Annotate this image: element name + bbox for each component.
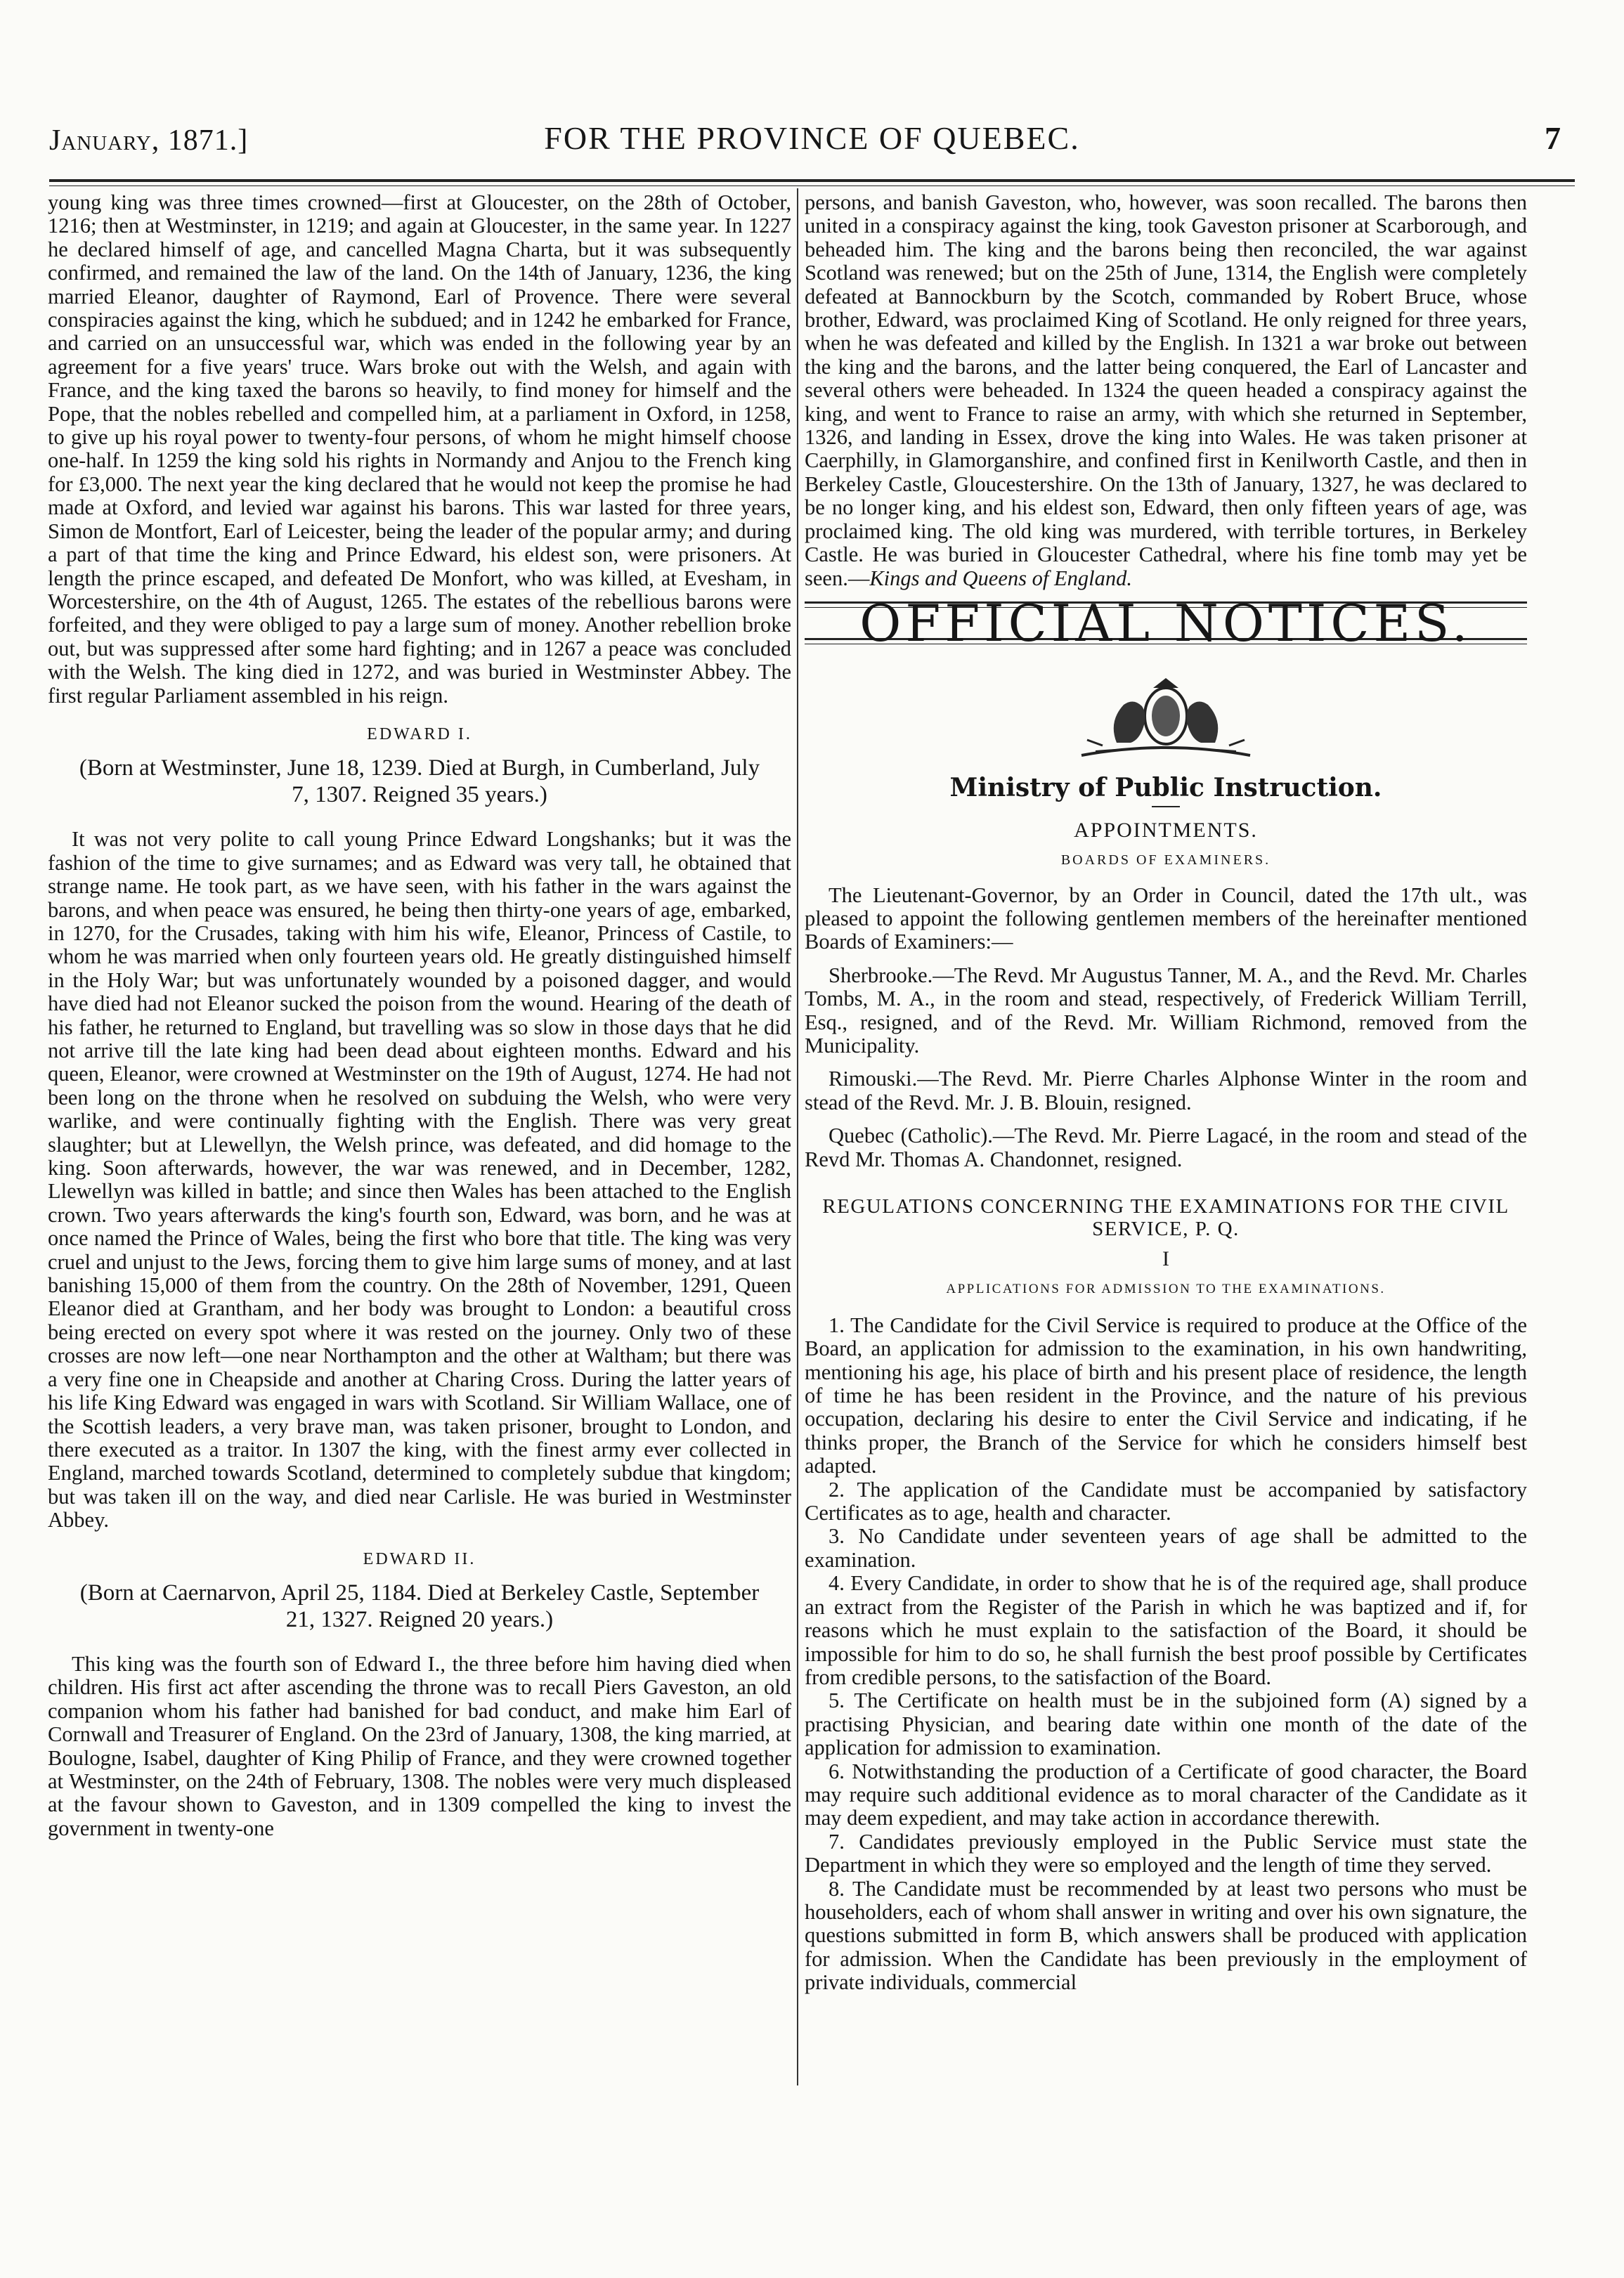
edward-i-born: (Born at Westminster, June 18, 1239. Died at Burgh, in Cumberland, July 7, 1307. Reigned 35 years.) — [79, 755, 760, 808]
sherbrooke-appointment: Sherbrooke.—The Revd. Mr Augustus Tanner, M. A., and the Revd. Mr. Charles Tombs, M. A., in the room and stead, respectively, of Frederick William Terrill, Esq., resigned, and of the Revd. Mr. William Richmond, removed from the Municipality. — [805, 963, 1527, 1057]
section-numeral: I — [1162, 1247, 1169, 1270]
left-column — [48, 191, 791, 1840]
edward-i-heading: EDWARD I. — [367, 724, 472, 743]
right-column — [805, 191, 1527, 1995]
page-header — [49, 119, 1575, 169]
source-citation: Kings and Queens of England. — [869, 566, 1132, 590]
boards-heading: BOARDS OF EXAMINERS. — [1060, 852, 1271, 868]
edward-ii-born: (Born at Caernarvon, April 25, 1184. Died at Berkeley Castle, September 21, 1327. Reigned 20 years.) — [79, 1580, 760, 1632]
edward-ii-paragraph: This king was the fourth son of Edward I., the three before him having died when children. His first act after ascending the throne was to recall Piers Gaveston, an old companion whom his father had banished for bad conduct, and make him Earl of Cornwall and Treasurer of England. On the 23rd of January, 1308, the king married, at Boulogne, Isabel, daughter of King Philip of France, and they were crowned together at Westminster, on the 24th of February, 1308. The nobles were very much displeased at the favour shown to Gaveston, and in 1309 compelled the king to invest the government in twenty-one — [48, 1651, 791, 1840]
ministry-heading: Ministry of Public Instruction. — [949, 773, 1382, 803]
header-date: January, 1871.] — [49, 124, 249, 157]
edward-i-paragraph: It was not very polite to call young Prince Edward Longshanks; but it was the fashion of the time to give surnames; and as Edward was very tall, he obtained that strange name. He took part, as we have seen, with his father in the wars against the barons, and when peace was ensured, he being then thirty-one years of age, embarked, in 1270, for the Crusades, taking with him his wife, Eleanor, Princess of Castile, to whom he was married when only fourteen years old. He greatly distinguished himself in the Holy War; but was unfortunately wounded by a poisoned dagger, and would have died had not Eleanor sucked the poison from the wound. Hearing of the death of his father, he returned to England, but travelling was so slow in those days that he did not arrive till the late king had been dead about eighteen months. Edward and his queen, Eleanor, were crowned at Westminster on the 19th of August, 1274. He had not been long on the throne when he resolved on subduing the Welsh, who were very warlike, and were continually fighting with the English. There was very great slaughter; but at Llewellyn, the Welsh prince, was defeated, and did homage to the king. Soon afterwards, however, the war was renewed, and in December, 1282, Llewellyn was killed in battle; and since then Wales has been attached to the English crown. Two years afterwards the king's fourth son, Edward, was born, and he was at once named the Prince of Wales, being the first who bore that title. The king was very cruel and unjust to the Jews, forcing them to give him large sums of money, and at last banishing 15,000 of them from the country. On the 28th of November, 1291, Queen Eleanor died at Grantham, and her body was brought to London: a beautiful cross being erected on every spot where it was rested on the journey. Only two of these crosses are now left—one near Northampton and the other at Waltham; but there was a very fine one in Cheapside and another at Charing Cross. During the latter years of his life King Edward was engaged in wars with Scotland. Sir William Wallace, one of the Scottish leaders, a very brave man, was taken prisoner, brought to London, and there executed as a traitor. In 1307 the king, with the finest army ever collected in England, marched towards Scotland, determined to completely subdue that kingdom; but was taken ill on the way, and died near Carlisle. He was buried in Westminster Abbey. — [48, 827, 791, 1532]
rule-4: 4. Every Candidate, in order to show that he is of the required age, shall produce an extract from the Register of the Parish in which he was baptized and if, for reasons which he must explain to the satisfaction of the Board, it should be impossible for him to do so, he shall furnish the best proof possible by Certificates from credible persons, to the satisfaction of the Board. — [805, 1571, 1527, 1689]
appointments-heading: APPOINTMENTS. — [1074, 818, 1258, 842]
regulations-heading: REGULATIONS CONCERNING THE EXAMINATIONS FOR THE CIVIL SERVICE, P. Q. — [822, 1195, 1509, 1240]
rule-3: 3. No Candidate under seventeen years of age shall be admitted to the examination. — [805, 1524, 1527, 1572]
edward-ii-heading: EDWARD II. — [363, 1549, 476, 1568]
rule-8: 8. The Candidate must be recommended by at least two persons who must be householders, each of whom shall answer in writing and over his own signature, the questions submitted in form B, which answers shall be produced with application for admission. When the Candidate has been previously in the employment of private individuals, commercial — [805, 1876, 1527, 1995]
rimouski-appointment: Rimouski.—The Revd. Mr. Pierre Charles Alphonse Winter in the room and stead of the Revd. Mr. J. B. Blouin, resigned. — [805, 1067, 1527, 1114]
rule-7: 7. Candidates previously employed in the Public Service must state the Department in which they were so employed and the length of time they served. — [805, 1829, 1527, 1877]
coat-of-arms-crest — [1074, 672, 1257, 764]
official-notices-title: OFFICIAL NOTICES. — [859, 593, 1472, 653]
rule-2: 2. The application of the Candidate must be accompanied by satisfactory Certificates as to age, health and character. — [805, 1477, 1527, 1525]
appointment-intro: The Lieutenant-Governor, by an Order in Council, dated the 17th ult., was pleased to appoint the following gentlemen members of the hereinafter mentioned Boards of Examiners:— — [805, 883, 1527, 954]
column-divider — [797, 188, 798, 2085]
rule-1: 1. The Candidate for the Civil Service is required to produce at the Office of the Board, an application for admission to the examination, in his own handwriting, mentioning his age, his place of birth and his present place of residence, the length of time he has been resident in the Province, and the nature of his previous occupation, declaring his desire to enter the Civil Service and indicating, if he thinks proper, the Branch of the Service for which he considers himself best adapted. — [805, 1313, 1527, 1478]
short-rule — [1152, 806, 1180, 807]
edward-ii-continuation — [805, 191, 1527, 590]
header-rule — [49, 179, 1575, 186]
henry-iii-paragraph: young king was three times crowned—first at Gloucester, on the 28th of October, 1216; then at Westminster, in 1219; and again at Gloucester, in the same year. In 1227 he declared himself of age, and cancelled Magna Charta, but it was subsequently confirmed, and remained the law of the land. On the 14th of January, 1236, the king married Eleanor, daughter of Raymond, Earl of Provence. There were several conspiracies against the king, which he subdued; and in 1242 he embarked for France, and carried on an unsuccessful war, which was ended in the following year by an agreement for a five years' truce. Wars broke out with the Welsh, and again with France, and the king taxed the barons so heavily, to find money for himself and the Pope, that the nobles rebelled and compelled him, at a parliament in Oxford, in 1258, to give up his royal power to twenty-four persons, of whom he might himself choose one-half. In 1259 the king sold his rights in Normandy and Anjou to the French king for £3,000. The next year the king declared that he would not keep the promise he had made at Oxford, and levied war against his barons. This war lasted for three years, Simon de Montfort, Earl of Leicester, being the leader of the popular army; and during a part of that time the king and Prince Edward, his eldest son, were prisoners. At length the prince escaped, and defeated De Monfort, who was killed, at Evesham, in Worcestershire, on the 4th of August, 1265. The estates of the rebellious barons were forfeited, and they were obliged to pay a large sum of money. Another rebellion broke out, but was suppressed after some hard fighting; and in 1267 a peace was concluded with the Welsh. The king died in 1272, and was buried in Westminster Abbey. The first regular Parliament assembled in his reign. — [48, 190, 791, 708]
header-title: FOR THE PROVINCE OF QUEBEC. — [544, 120, 1080, 156]
continuation-text: persons, and banish Gaveston, who, however, was soon recalled. The barons then united in a conspiracy against the king, took Gaveston prisoner at Scarborough, and beheaded him. The king and the barons being then reconciled, the war against Scotland was renewed; but on the 25th of June, 1314, the English were completely defeated at Bannockburn by the Scotch, commanded by Robert Bruce, whose brother, Edward, was proclaimed King of Scotland. He only reigned for three years, when he was defeated and killed by the English. In 1321 a war broke out between the king and the barons, and the latter being conquered, the Earl of Lancaster and several others were beheaded. In 1324 the queen headed a conspiracy against the king, and went to France to raise an army, with which she returned in September, 1326, and landing in Essex, drove the king into Wales. He was taken prisoner at Caerphilly, in Glamorganshire, and confined first in Kenilworth Castle, and then in Berkeley Castle, Gloucestershire. On the 13th of January, 1327, he was declared to be no longer king, and his eldest son, Edward, then only fifteen years of age, was proclaimed king. The old king was murdered, with terrible tortures, in Berkeley Castle. He was buried in Gloucester Cathedral, where his fine tomb may yet be seen.— — [805, 190, 1527, 590]
rule-6: 6. Notwithstanding the production of a Certificate of good character, the Board may require such additional evidence as to moral character of the Candidate as it may deem expedient, and may take action in accordance therewith. — [805, 1759, 1527, 1830]
applications-heading: APPLICATIONS FOR ADMISSION TO THE EXAMINATIONS. — [946, 1282, 1386, 1297]
page-number: 7 — [1545, 120, 1561, 156]
rule-5: 5. The Certificate on health must be in the subjoined form (A) signed by a practising Physician, and bearing date within one month of the date of the application for admission to examination. — [805, 1688, 1527, 1760]
quebec-appointment: Quebec (Catholic).—The Revd. Mr. Pierre Lagacé, in the room and stead of the Revd Mr. Thomas A. Chandonnet, resigned. — [805, 1124, 1527, 1171]
